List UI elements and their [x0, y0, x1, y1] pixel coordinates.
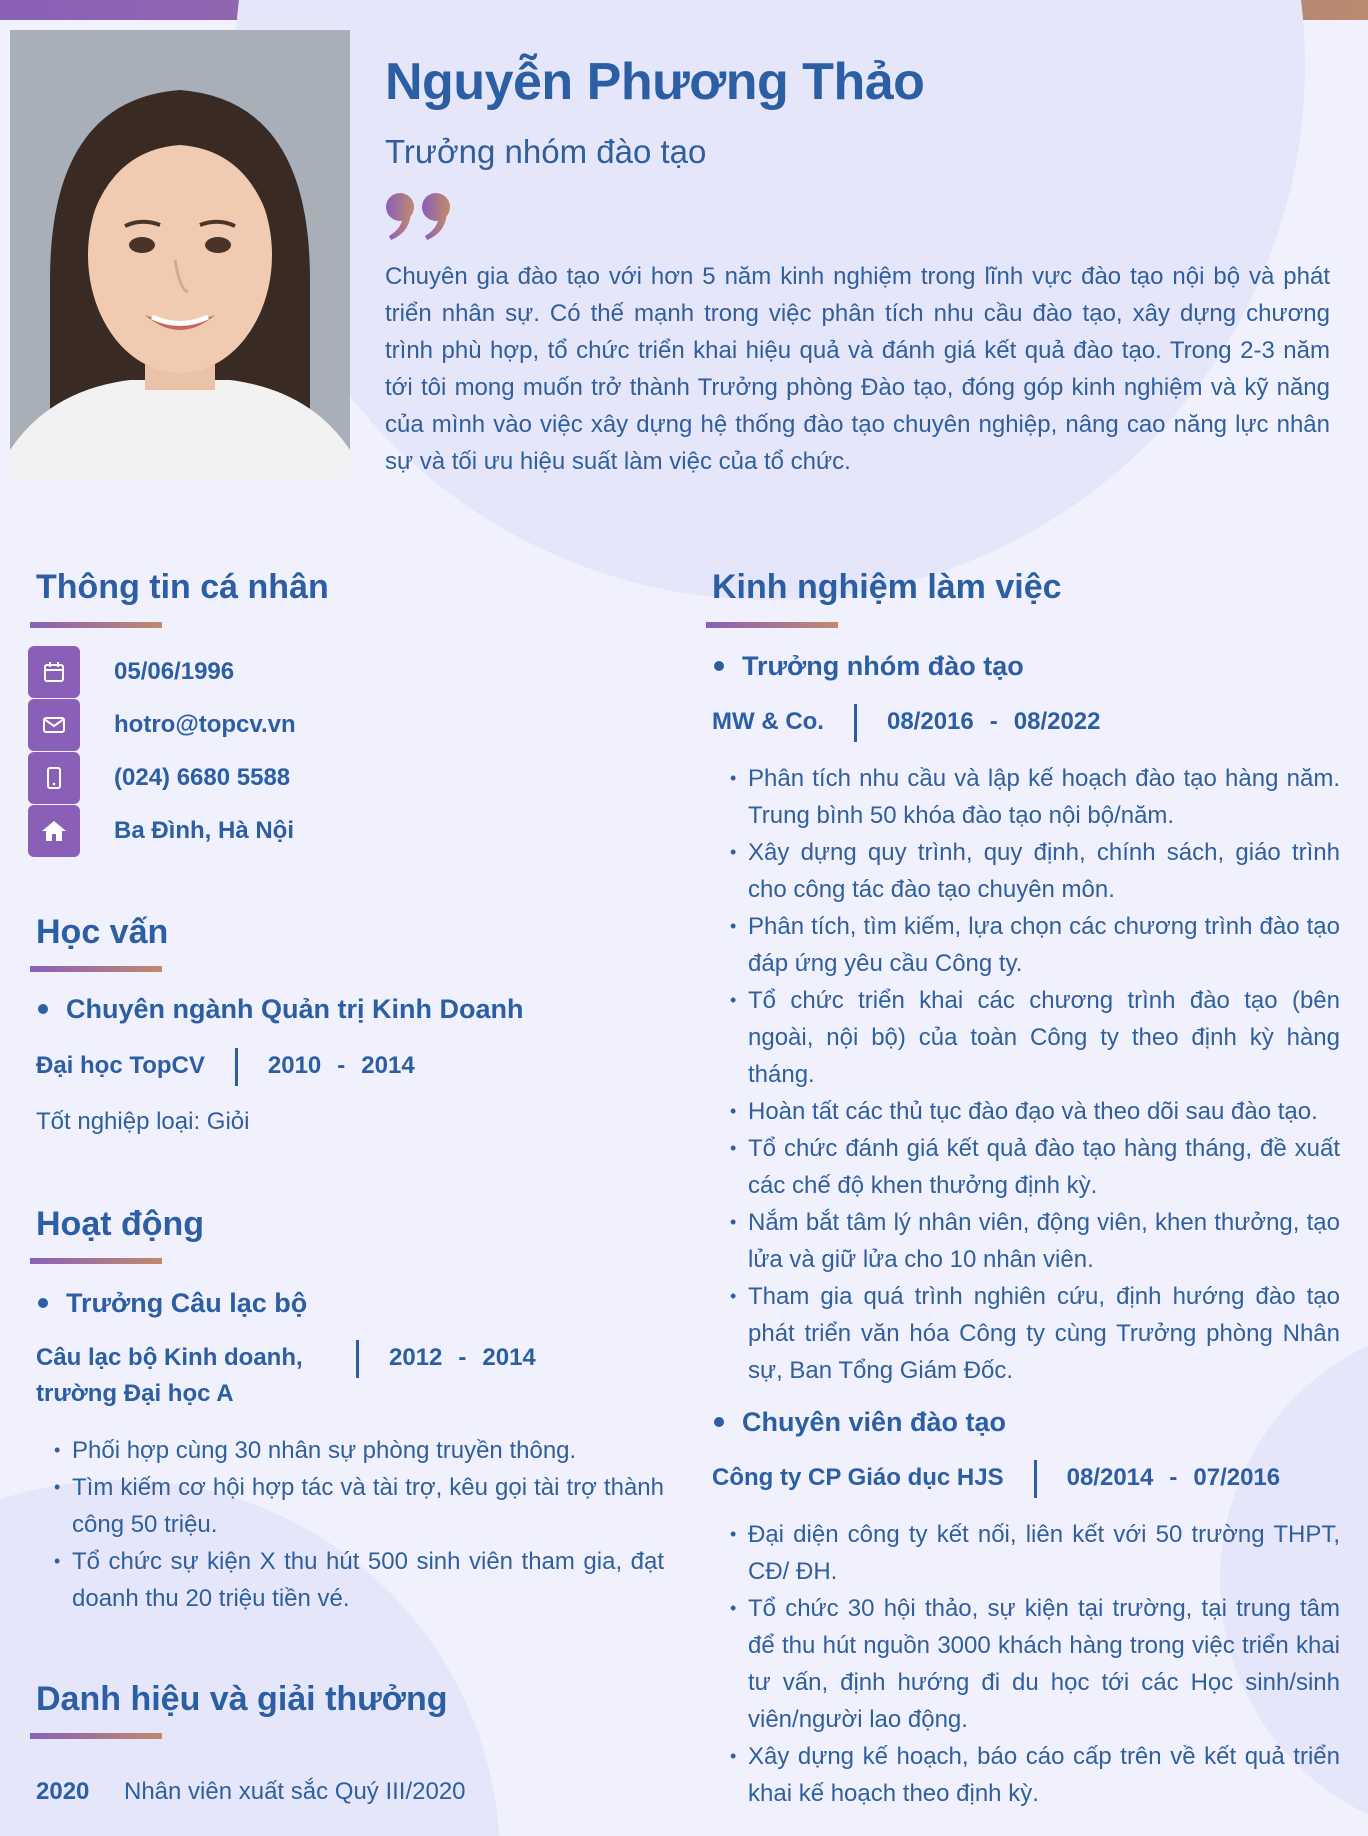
activity-meta — [36, 1340, 536, 1412]
list-item: • Xây dựng quy trình, quy định, chính sách, giáo trình cho công tác đào tạo chuyên môn. — [730, 834, 1340, 908]
address-value: Ba Đình, Hà Nội — [114, 817, 295, 844]
graduation-grade: Tốt nghiệp loại: Giỏi — [36, 1108, 250, 1135]
home-icon — [28, 805, 80, 857]
meta-divider — [356, 1340, 359, 1378]
award-item — [36, 1778, 466, 1806]
list-item: • Tổ chức sự kiện X thu hút 500 sinh viên tham gia, đạt doanh thu 20 triệu tiền vé. — [54, 1543, 664, 1617]
job-dates: 08/2014 - 07/2016 — [1066, 1464, 1281, 1491]
award-year: 2020 — [36, 1778, 90, 1805]
list-item: • Phối hợp cùng 30 nhân sự phòng truyền thông. — [54, 1432, 664, 1469]
list-item: • Tham gia quá trình nghiên cứu, định hướng đào tạo phát triển văn hóa Công ty cùng Trưởng phòng Nhân sự, Ban Tổng Giám Đốc. — [730, 1278, 1340, 1389]
start-date: 08/2014 — [1066, 1464, 1154, 1491]
list-item: • Tổ chức đánh giá kết quả đào tạo hàng tháng, đề xuất các chế độ khen thưởng định kỳ. — [730, 1130, 1340, 1204]
activity-org — [36, 1340, 326, 1412]
meta-divider — [1034, 1460, 1037, 1498]
activity-org-line: trường Đại học A — [36, 1380, 234, 1407]
end-date: 07/2016 — [1193, 1464, 1281, 1491]
section-underline — [30, 622, 162, 628]
list-item: • Tìm kiếm cơ hội hợp tác và tài trợ, kêu gọi tài trợ thành công 50 triệu. — [54, 1469, 664, 1543]
section-underline — [706, 622, 838, 628]
list-item: • Tổ chức triển khai các chương trình đào tạo (bên ngoài, nội bộ) của toàn Công ty theo định kỳ hàng tháng. — [730, 982, 1340, 1093]
end-date: 08/2022 — [1013, 708, 1101, 735]
job-dates: 08/2016 - 08/2022 — [886, 708, 1101, 735]
job-bullets — [730, 1516, 1340, 1812]
list-item: • Hoàn tất các thủ tục đào đạo và theo dõi sau đào tạo. — [730, 1093, 1340, 1130]
activities-title: Hoạt động — [36, 1205, 205, 1243]
meta-divider — [854, 704, 857, 742]
end-year: 2014 — [482, 1344, 536, 1371]
meta-divider — [235, 1048, 238, 1086]
job-meta — [712, 1460, 1280, 1498]
education-dates: 2010 - 2014 — [267, 1052, 415, 1079]
list-item: • Xây dựng kế hoạch, báo cáo cấp trên về kết quả triển khai kế hoạch theo định kỳ. — [730, 1738, 1340, 1812]
education-meta — [36, 1048, 415, 1086]
birthday-value: 05/06/1996 — [114, 658, 235, 685]
experience-title: Kinh nghiệm làm việc — [712, 568, 1062, 606]
company-name: Công ty CP Giáo dục HJS — [712, 1464, 1004, 1491]
job-role: Chuyên viên đào tạo — [714, 1407, 1006, 1438]
candidate-name: Nguyễn Phương Thảo — [385, 53, 925, 111]
candidate-role: Trưởng nhóm đào tạo — [385, 133, 707, 170]
section-underline — [30, 1733, 162, 1739]
phone-icon — [28, 752, 80, 804]
job-meta — [712, 704, 1101, 742]
career-summary: Chuyên gia đào tạo với hơn 5 năm kinh nghiệm trong lĩnh vực đào tạo nội bộ và phát triển nhân sự. Có thế mạnh trong việc phân tích nhu cầu đào tạo, xây dựng chương trình phù hợp, tổ chức triển khai hiệu quả và đánh giá kết quả đào tạo. Trong 2-3 năm tới tôi mong muốn trở thành Trưởng phòng Đào tạo, đóng góp kinh nghiệm và kỹ năng của mình vào việc xây dựng hệ thống đào tạo chuyên nghiệp, nâng cao năng lực nhân sự và tối ưu hiệu suất làm việc của tổ chức. — [385, 263, 1330, 475]
phone-value[interactable]: (024) 6680 5588 — [114, 764, 291, 791]
personal-info-title: Thông tin cá nhân — [36, 568, 329, 606]
profile-photo — [10, 30, 350, 478]
job-role: Trưởng nhóm đào tạo — [714, 651, 1024, 682]
activity-role: Trưởng Câu lạc bộ — [38, 1288, 307, 1319]
email-value[interactable]: hotro@topcv.vn — [114, 711, 296, 738]
section-underline — [30, 966, 162, 972]
activity-bullets — [54, 1432, 664, 1617]
contact-email — [28, 699, 548, 751]
school-name: Đại học TopCV — [36, 1052, 205, 1079]
award-name: Nhân viên xuất sắc Quý III/2020 — [124, 1778, 466, 1805]
activity-dates: 2012 - 2014 — [389, 1344, 536, 1371]
list-item: • Tổ chức 30 hội thảo, sự kiện tại trường, tại trung tâm để thu hút nguồn 3000 khách hàng trong việc triển khai tư vấn, định hướng đi du học tới các Học sinh/sinh viên/người lao động. — [730, 1590, 1340, 1738]
email-icon — [28, 699, 80, 751]
quote-icon — [385, 192, 455, 247]
start-date: 08/2016 — [886, 708, 974, 735]
calendar-icon — [28, 646, 80, 698]
start-year: 2012 — [389, 1344, 443, 1371]
list-item: • Đại diện công ty kết nối, liên kết với 50 trường THPT, CĐ/ ĐH. — [730, 1516, 1340, 1590]
company-name: MW & Co. — [712, 708, 824, 735]
list-item: • Phân tích nhu cầu và lập kế hoạch đào tạo hàng năm. Trung bình 50 khóa đào tạo nội bộ/năm. — [730, 760, 1340, 834]
start-year: 2010 — [267, 1052, 322, 1079]
contact-phone — [28, 752, 548, 804]
awards-title: Danh hiệu và giải thưởng — [36, 1680, 448, 1718]
end-year: 2014 — [361, 1052, 415, 1079]
list-item: • Nắm bắt tâm lý nhân viên, động viên, khen thưởng, tạo lửa và giữ lửa cho 10 nhân viên. — [730, 1204, 1340, 1278]
job-bullets — [730, 760, 1340, 1389]
contact-address — [28, 805, 548, 857]
list-item: • Phân tích, tìm kiếm, lựa chọn các chương trình đào tạo đáp ứng yêu cầu Công ty. — [730, 908, 1340, 982]
education-title: Học vấn — [36, 913, 169, 951]
activity-org-line: Câu lạc bộ Kinh doanh, — [36, 1344, 303, 1371]
contact-birthday — [28, 646, 548, 698]
education-major: Chuyên ngành Quản trị Kinh Doanh — [38, 994, 523, 1025]
section-underline — [30, 1258, 162, 1264]
